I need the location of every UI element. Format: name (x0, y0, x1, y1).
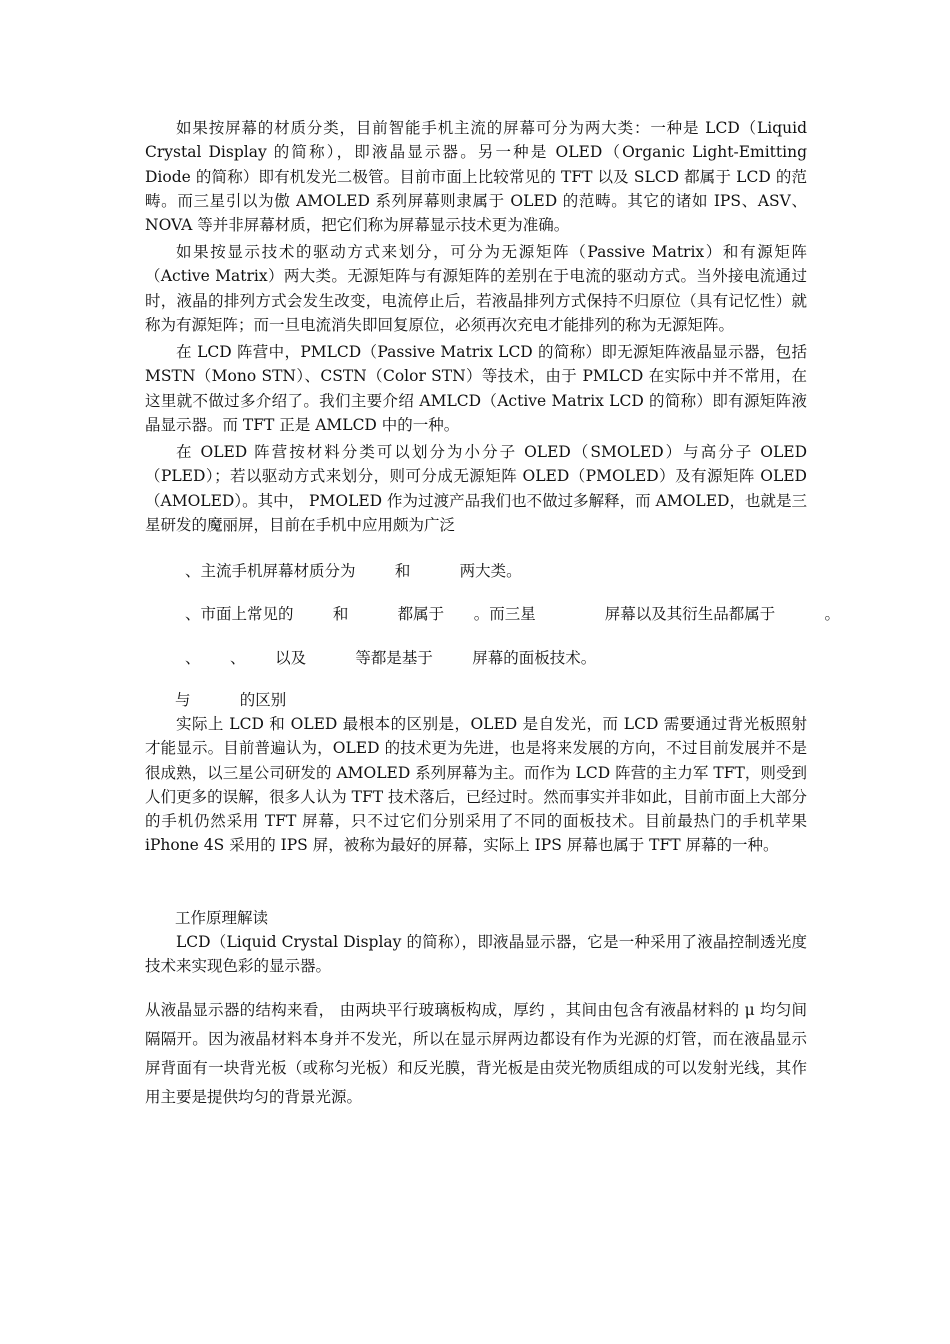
section-heading-working-principle: 工作原理解读 (175, 909, 269, 927)
paragraph-driving-methods: 如果按显示技术的驱动方式来划分，可分为无源矩阵（Passive Matrix）和有源矩阵（Active Matrix）两大类。无源矩阵与有源矩阵的差别在于电流的驱动方式。当外接电流通过时，液晶的排列方式会发生改变，电流停止后，若液晶排列方式保持不归原位（具有记忆性）就称为有源矩阵；而一旦电流消失即回复原位，必须再次充电才能排列的称为无源矩阵。 (145, 243, 807, 334)
paragraph-screen-materials: 如果按屏幕的材质分类，目前智能手机主流的屏幕可分为两大类：一种是 LCD（Liquid Crystal Display 的简称），即液晶显示器。另一种是 OLED（Organic Light-Emitting Diode 的简称）即有机发光二极管。目前市面上比较常见的 TFT 以及 SLCD 都属于 LCD 的范畴。而三星引以为傲 AMOLED 系列屏幕则隶属于 OLED 的范畴。其它的诸如 IPS、ASV、NOVA 等并非屏幕材质，把它们称为屏幕显示技术更为准确。 (145, 119, 807, 235)
question-1: 、主流手机屏幕材质分为 和 两大类。 (185, 562, 522, 580)
paragraph-lcd-camp: 在 LCD 阵营中，PMLCD（Passive Matrix LCD 的简称）即无源矩阵液晶显示器，包括 MSTN（Mono STN）、CSTN（Color STN）等技术，由于 PMLCD 在实际中并不常用，在这里就不做过多介绍了。我们主要介绍 AMLCD（Active Matrix LCD 的简称）即有源矩阵液晶显示器。而 TFT 正是 AMLCD 中的一种。 (145, 343, 807, 434)
section-heading-difference: 与 的区别 (175, 691, 287, 709)
paragraph-lcd-structure: 从液晶显示器的结构来看， 由两块平行玻璃板构成，厚约 ，其间由包含有液晶材料的 μ 均匀间隔隔开。因为液晶材料本身并不发光，所以在显示屏两边都设有作为光源的灯管，而在液晶显示屏背面有一块背光板（或称匀光板）和反光膜，背光板是由荧光物质组成的可以发射光线，其作用主要是提供均匀的背景光源。 (145, 1001, 807, 1106)
question-2: 、市面上常见的 和 都属于 。而三星 屏幕以及其衍生品都属于 。 (185, 605, 840, 623)
paragraph-lcd-definition: LCD（Liquid Crystal Display 的简称），即液晶显示器，它是一种采用了液晶控制透光度技术来实现色彩的显示器。 (145, 933, 807, 976)
paragraph-oled-camp: 在 OLED 阵营按材料分类可以划分为小分子 OLED（SMOLED）与高分子 OLED（PLED）；若以驱动方式来划分，则可分成无源矩阵 OLED（PMOLED）及有源矩阵 OLED（AMOLED）。其中， PMOLED 作为过渡产品我们也不做过多解释，而 AMOLED，也就是三星研发的魔丽屏，目前在手机中应用颇为广泛 (145, 443, 807, 534)
question-3: 、 、 以及 等都是基于 屏幕的面板技术。 (185, 649, 597, 667)
paragraph-lcd-oled-difference: 实际上 LCD 和 OLED 最根本的区别是，OLED 是自发光，而 LCD 需要通过背光板照射才能显示。目前普遍认为，OLED 的技术更为先进，也是将来发展的方向，不过目前发展并不是很成熟，以三星公司研发的 AMOLED 系列屏幕为主。而作为 LCD 阵营的主力军 TFT，则受到人们更多的误解，很多人认为 TFT 技术落后，已经过时。然而事实并非如此，目前市面上大部分的手机仍然采用 TFT 屏幕，只不过它们分别采用了不同的面板技术。目前最热门的手机苹果 iPhone 4S 采用的 IPS 屏，被称为最好的屏幕，实际上 IPS 屏幕也属于 TFT 屏幕的一种。 (145, 715, 807, 855)
